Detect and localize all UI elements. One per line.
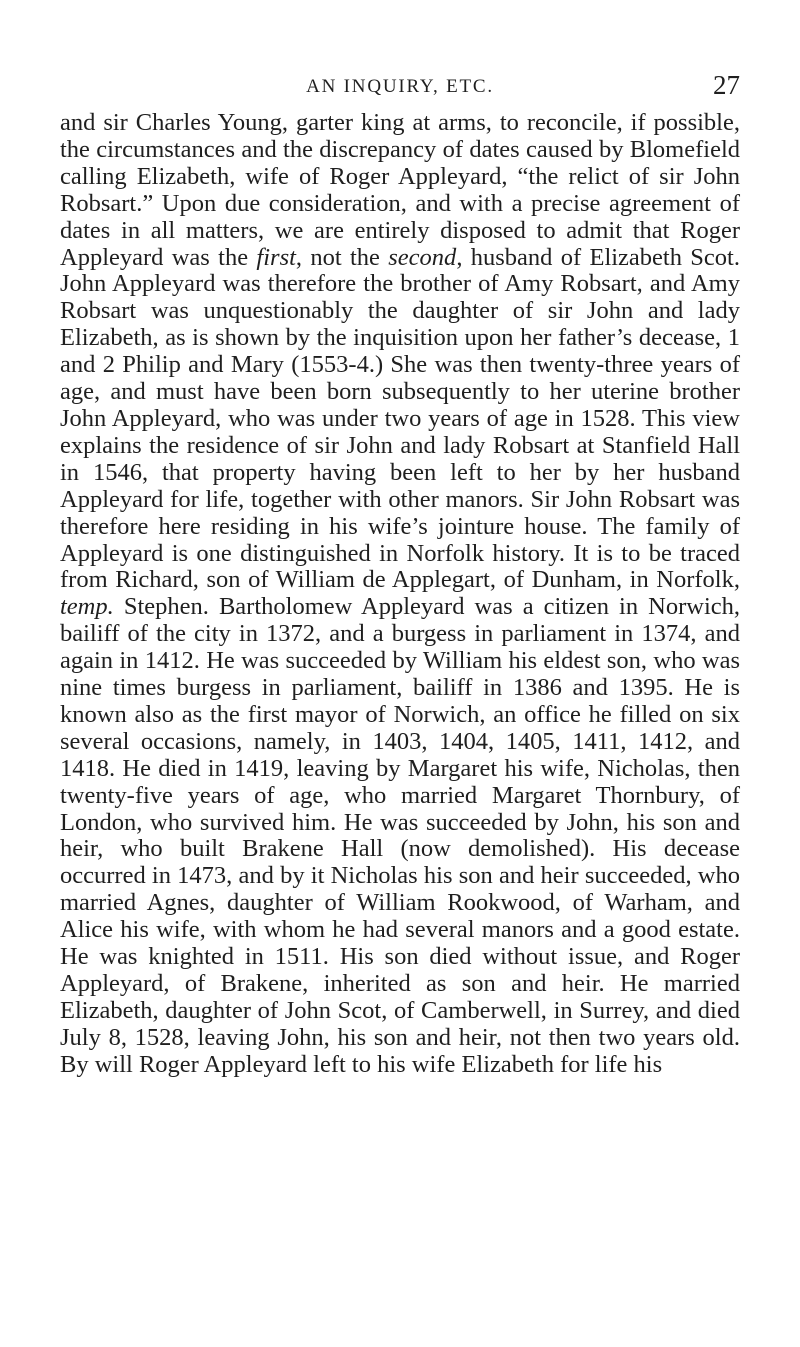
- paragraph: [60, 110, 740, 1079]
- running-title: AN INQUIRY, ETC.: [306, 76, 494, 97]
- italic-text: second: [388, 243, 457, 271]
- text-run: , not the: [295, 243, 389, 271]
- running-header: [0, 64, 800, 104]
- text-run: Stephen. Bartholomew Appleyard was a citizen in Norwich, bailiff of the city in 1372, and a burgess in parliament in 1374, and again in 1412. He was succeeded by William his eldest son, who was nine times burgess in parliament, bailiff in 1386 and 1395. He is known also as the first mayor of Norwich, an office he filled on six several occasions, namely, in 1403, 1404, 1405, 1411, 1412, and 1418. He died in 1419, leaving by Margaret his wife, Nicholas, then twenty-five years of age, who married Margaret Thornbury, of London, who survived him. He was succeeded by John, his son and heir, who built Brakene Hall (now demolished). His decease occurred in 1473, and by it Nicholas his son and heir succeeded, who married Agnes, daughter of William Rookwood, of Warham, and Alice his wife, with whom he had several manors and a good estate. He was knighted in 1511. His son died without issue, and Roger Appleyard, of Brakene, inherited as son and heir. He married Elizabeth, daughter of John Scot, of Camberwell, in Surrey, and died July 8, 1528, leaving John, his son and heir, not then two years old. By will Roger Appleyard left to his wife Elizabeth for life his: [60, 593, 740, 1078]
- text-run: , husband of Elizabeth Scot. John Appleyard was therefore the brother of Amy Robsart, and Amy Robsart was unquestionably the daughter of sir John and lady Elizabeth, as is shown by the inquisition upon her father’s decease, 1 and 2 Philip and Mary (1553-4.) She was then twenty-three years of age, and must have been born subsequently to her uterine brother John Appleyard, who was under two years of age in 1528. This view explains the residence of sir John and lady Robsart at Stanfield Hall in 1546, that property having been left to her by her husband Appleyard for life, together with other manors. Sir John Robsart was therefore here residing in his wife’s jointure house. The family of Appleyard is one distinguished in Norfolk history. It is to be traced from Richard, son of William de Applegart, of Dunham, in Norfolk,: [60, 243, 740, 594]
- text-run: and sir Charles Young, garter king at arms, to reconcile, if possible, the circumstances and the discrepancy of dates caused by Blomefield calling Elizabeth, wife of Roger Appleyard, “the relict of sir John Robsart.” Upon due consideration, and with a precise agreement of dates in all matters, we are entirely disposed to admit that Roger Appleyard was the: [60, 109, 740, 271]
- italic-text: temp.: [60, 593, 114, 621]
- italic-text: first: [256, 243, 296, 271]
- page-number: 27: [713, 70, 740, 100]
- body-text: [60, 110, 740, 1079]
